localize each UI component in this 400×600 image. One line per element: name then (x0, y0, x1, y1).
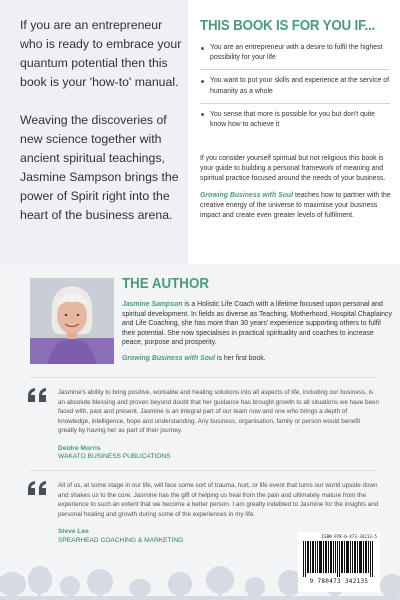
divider (30, 470, 375, 471)
divider (30, 377, 375, 378)
author-bio-text: is a Holistic Life Coach with a lifetime focused upon personal and spiritual development. In fields as diverse as Teaching, Motherhood, Hospital Chaplaincy and Life Coaching, she has more than 30 years' experience supporting others to fulfil their potential. She now specialises in practical spirituality and coaches to increase peace, purpose and prosperity. (122, 301, 392, 347)
for-you-list (200, 43, 392, 130)
list-item: You are an entrepreneur with a desire to fulfil the highest possibility for your life (200, 43, 392, 63)
list-item: You want to put your skills and experience at the service of humanity as a whole (200, 76, 392, 96)
author-first-book (122, 354, 392, 364)
testimonial-text: All of us, at some stage in our life, will face some sort of trauma, hurt, or life event that turns our world upside down and shakes us to the core. Jasmine has the gift of helping us heal from the pain and ultimately mature from the experience to such an extent that we become a better person. I am greatly indebted to Jasmine for the insights and personal healing and growth during some of the experiences in my life. (58, 482, 379, 518)
author-bio (122, 300, 392, 348)
barcode-bars (301, 541, 377, 577)
intro-panel (0, 0, 188, 264)
author-heading: THE AUTHOR (122, 276, 209, 292)
testimonial-organisation: WAKATO BUSINESS PUBLICATIONS (58, 453, 171, 461)
testimonial-author: Steve Lee (58, 528, 89, 536)
for-you-column (200, 18, 392, 220)
intro-paragraph-2: Weaving the discoveries of new science together with ancient spiritual teachings, Jasmine Sampson brings the power of Spirit right into the heart of the business arena. (20, 113, 179, 222)
book-title-inline: Growing Business with Soul (200, 192, 294, 200)
first-book-text: is her first book. (215, 354, 266, 362)
quote-mark-icon (28, 481, 48, 495)
testimonial-organisation: SPEARHEAD COACHING & MARKETING (58, 536, 184, 544)
divider (200, 69, 390, 70)
for-you-paragraph-2-text: teaches how to partner with the creative energy of the universe to maximise your business impact and create even greater levels of fulfilment. (200, 192, 391, 219)
barcode (298, 532, 380, 592)
author-name: Jasmine Sampson (122, 301, 183, 308)
isbn-label: ISBN 978-0-473-34213-5 (321, 534, 377, 539)
author-photo (30, 278, 114, 364)
testimonial-author: Deidre Morris (58, 444, 101, 452)
quote-mark-icon (28, 388, 48, 402)
intro-paragraph-1: If you are an entrepreneur who is ready to embrace your quantum potential then this book is your 'how-to' manual. (20, 18, 182, 89)
for-you-paragraph-2 (200, 191, 392, 220)
barcode-number: 9 780473 342135 (309, 578, 369, 585)
for-you-paragraph: If you consider yourself spiritual but not religious this book is your guide to building a personal framework of meaning and spiritual practice focused around the needs of your business. (200, 155, 386, 182)
testimonial-text: Jasmine's ability to bring positive, workable and healing solutions into all aspects of life, including our business, is an absolute blessing and proven beyond doubt that her guidance has brought growth to all situations we have been faced with, past and present. Jasmine is an integral part of our team now and one who brings a depth of knowledge, intelligence, hope and understanding. Any business, organisation, family or person would benefit greatly by having her as part of their journey. (58, 389, 380, 435)
intro-text (20, 16, 188, 244)
book-title-inline: Growing Business with Soul (122, 354, 216, 362)
divider (200, 103, 390, 104)
for-you-heading: THIS BOOK IS FOR YOU IF... (200, 18, 376, 34)
top-section (0, 0, 400, 264)
list-item: You sense that more is possible for you but don't quite know how to achieve it (200, 110, 392, 130)
author-info (122, 276, 392, 364)
testimonial (28, 388, 380, 462)
